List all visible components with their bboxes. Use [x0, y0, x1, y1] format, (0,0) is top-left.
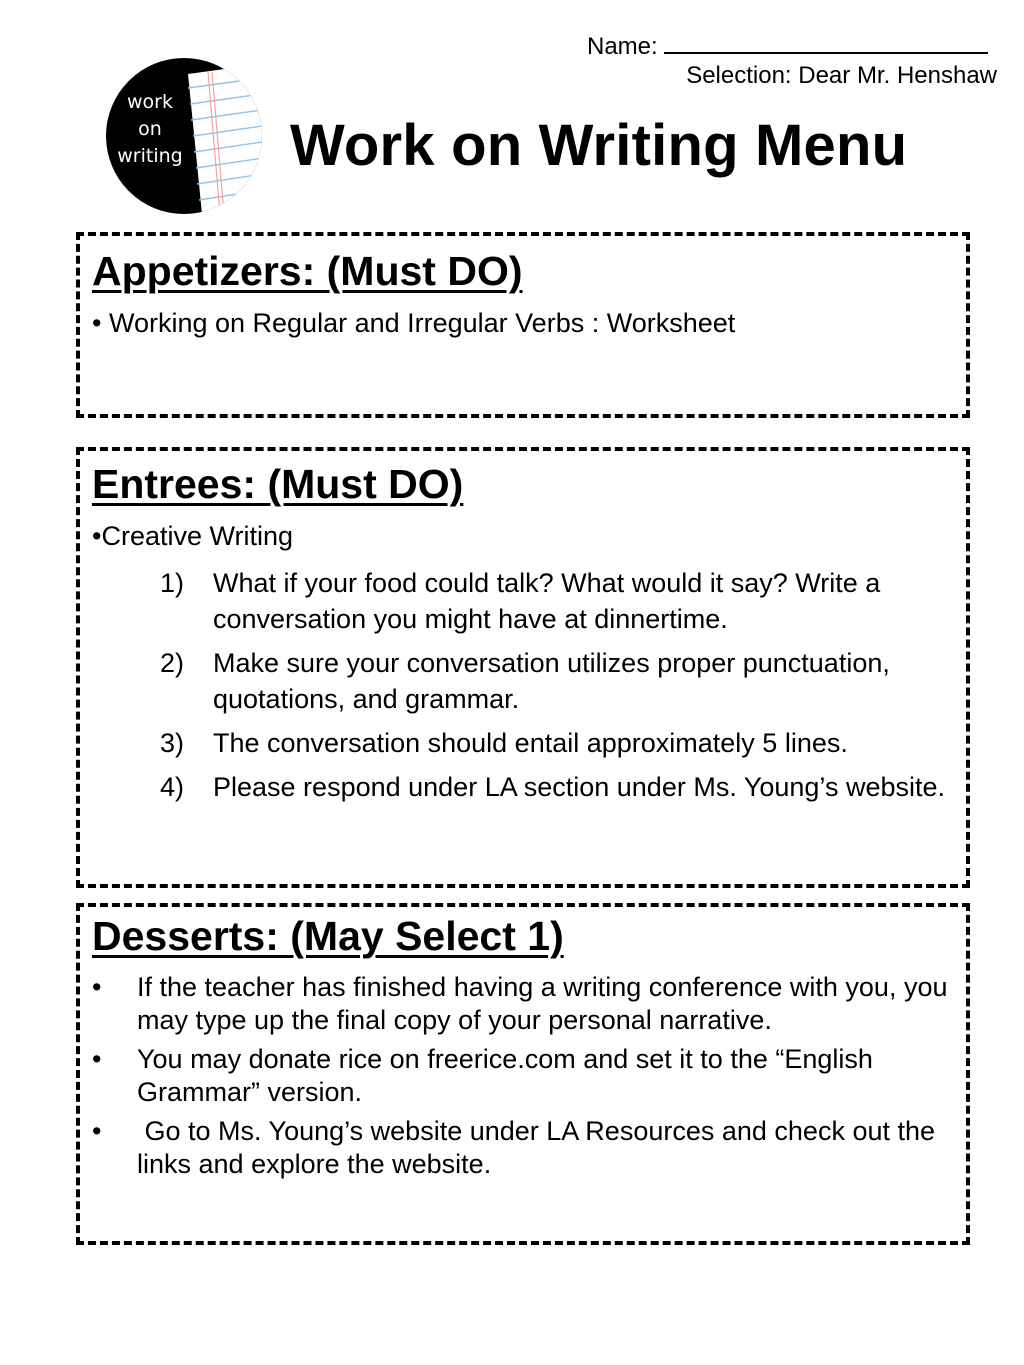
entrees-heading: Entrees: (Must DO) [92, 461, 464, 507]
entrees-section [76, 447, 970, 888]
list-number: 2) [160, 648, 185, 678]
logo-text-work: work [127, 91, 173, 113]
entrees-list [160, 565, 950, 813]
list-item-text: You may donate rice on freerice.com and set it to the “English Grammar” version. [137, 1044, 873, 1107]
desserts-list [92, 971, 952, 1187]
selection-text: Selection: Dear Mr. Henshaw [686, 62, 997, 89]
work-on-writing-logo [106, 58, 262, 214]
list-item [160, 645, 950, 717]
bullet-icon: • [92, 972, 102, 1002]
list-item-text: Please respond under LA section under Ms. Young’s website. [213, 772, 945, 802]
name-blank-line[interactable] [664, 30, 988, 54]
desserts-heading: Desserts: (May Select 1) [92, 913, 564, 959]
list-item [92, 1043, 952, 1109]
list-item [160, 769, 950, 805]
list-item-text: Go to Ms. Young’s website under LA Resources and check out the links and explore the website. [137, 1116, 943, 1179]
appetizers-heading: Appetizers: (Must DO) [92, 248, 523, 294]
list-number: 1) [160, 568, 185, 598]
list-item [160, 565, 950, 637]
appetizers-section [76, 232, 970, 418]
list-number: 3) [160, 728, 185, 758]
logo-text-on: on [138, 118, 162, 140]
bullet-icon: • [92, 1044, 102, 1074]
list-number: 4) [160, 772, 185, 802]
desserts-section [76, 903, 970, 1245]
name-field[interactable] [587, 30, 988, 61]
entrees-subheading: •Creative Writing [92, 521, 294, 551]
list-item-text: The conversation should entail approximately 5 lines. [213, 728, 848, 758]
appetizers-item: • Working on Regular and Irregular Verbs : Worksheet [92, 308, 736, 338]
list-item [160, 725, 950, 761]
list-item [92, 1115, 952, 1181]
list-item [92, 971, 952, 1037]
list-item-text: What if your food could talk? What would it say? Write a conversation you might have at dinnertime. [213, 568, 881, 634]
name-label: Name: [587, 33, 658, 60]
list-item-text: Make sure your conversation utilizes proper punctuation, quotations, and grammar. [213, 648, 890, 714]
list-item-text: If the teacher has finished having a writing conference with you, you may type up the final copy of your personal narrative. [137, 972, 948, 1035]
page-title: Work on Writing Menu [290, 113, 908, 178]
bullet-icon: • [92, 1116, 102, 1146]
logo-text-writing: writing [117, 145, 183, 167]
